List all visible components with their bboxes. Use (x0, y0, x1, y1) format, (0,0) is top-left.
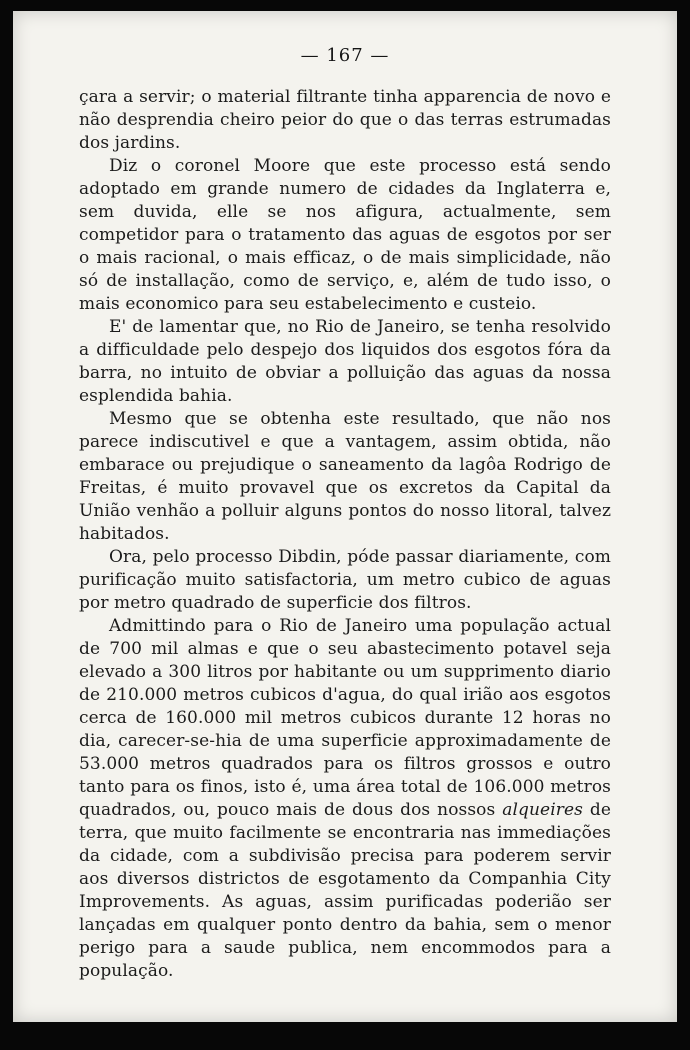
paragraph: Diz o coronel Moore que este processo está sendo adoptado em grande numero de cidades da Inglaterra e, sem duvida, elle se nos afigura, actualmente, sem competidor para o tratamento das aguas de esgotos por ser o mais racional, o mais efficaz, o de mais simplicidade, não só de installação, como de serviço, e, além de tudo isso, o mais economico para seu estabelecimento e custeio. (79, 156, 611, 314)
paragraph-text: Admittindo para o Rio de Janeiro uma população actual de 700 mil almas e que o seu abastecimento potavel seja elevado a 300 litros por habitante ou um supprimento diario de 210.000 metros cubicos d'agua, do qual irião aos esgotos cerca de 160.000 mil metros cubicos durante 12 horas no dia, carecer-se-hia de uma superficie approximadamente de 53.000 metros quadrados para os filtros grossos e outro tanto para os finos, isto é, uma área total de 106.000 metros quadrados, ou, pouco mais de dous dos nossos (79, 616, 611, 820)
paragraph: E' de lamentar que, no Rio de Janeiro, se tenha resolvido a difficuldade pelo despejo dos liquidos dos esgotos fóra da barra, no intuito de obviar a polluição das aguas da nossa esplendida bahia. (79, 317, 611, 406)
book-page (13, 11, 677, 1022)
paragraph (79, 615, 611, 983)
paragraph-continuation: çara a servir; o material filtrante tinha apparencia de novo e não desprendia cheiro peior do que o das terras estrumadas dos jardins. (79, 87, 611, 153)
paragraph: Ora, pelo processo Dibdin, póde passar diariamente, com purificação muito satisfactoria, um metro cubico de aguas por metro quadrado de superficie dos filtros. (79, 547, 611, 613)
page-text (79, 86, 611, 983)
paragraph: Mesmo que se obtenha este resultado, que não nos parece indiscutivel e que a vantagem, assim obtida, não embarace ou prejudique o saneamento da lagôa Rodrigo de Freitas, é muito provavel que os excretos da Capital da União venhão a polluir alguns pontos do nosso litoral, talvez habitados. (79, 409, 611, 544)
page-number: — 167 — (300, 45, 390, 66)
italic-term: alqueires (502, 800, 583, 820)
paragraph-text: de terra, que muito facilmente se encontraria nas immediações da cidade, com a subdivisão precisa para poderem servir aos diversos districtos de esgotamento da Companhia City Improvements. As aguas, assim purificadas poderião ser lançadas em qualquer ponto dentro da bahia, sem o menor perigo para a saude publica, nem encommodos para a população. (79, 800, 611, 981)
